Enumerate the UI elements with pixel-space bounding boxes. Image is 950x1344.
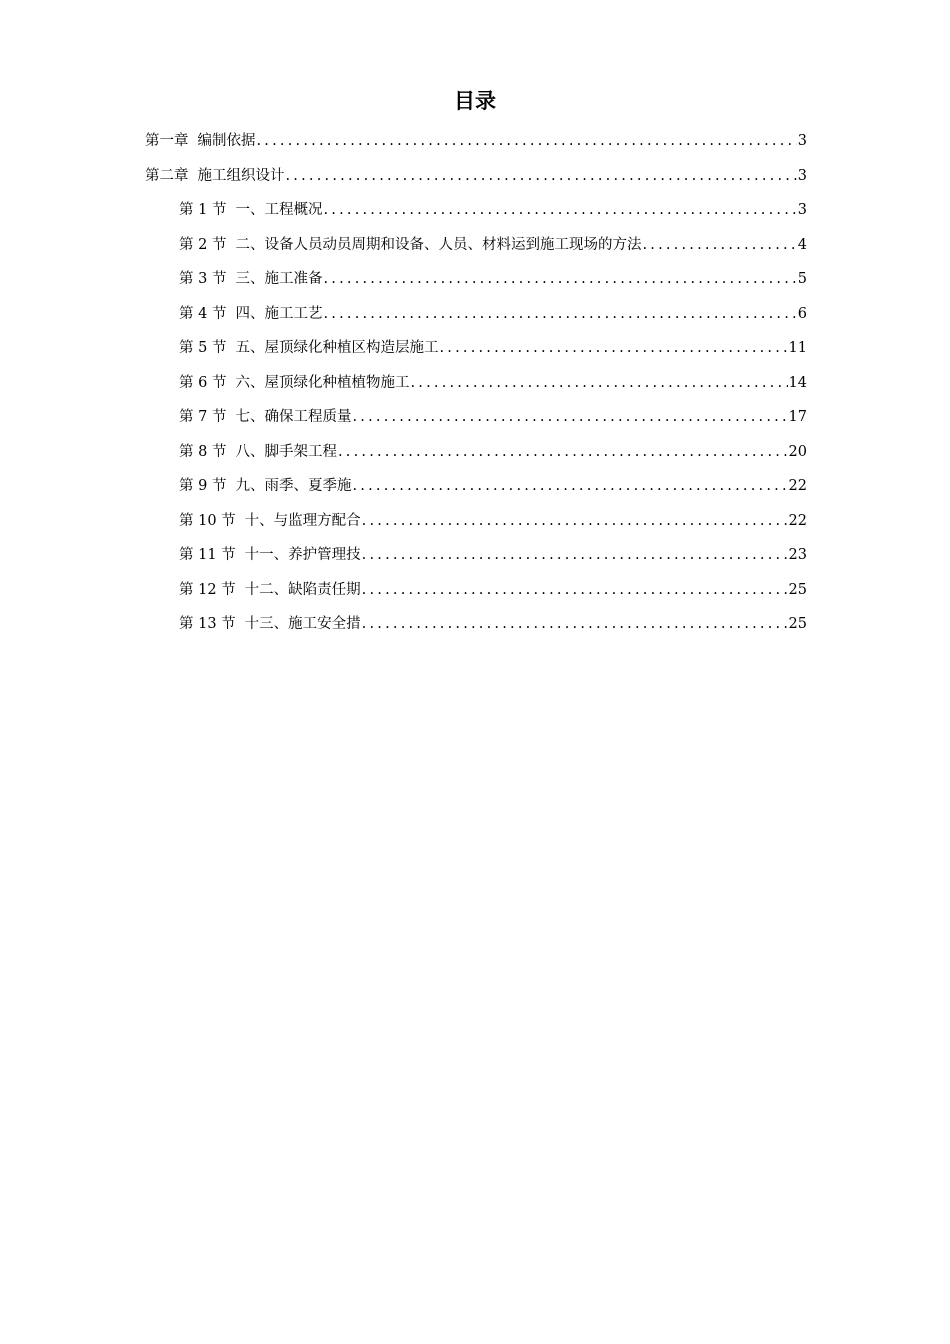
toc-entry-label <box>145 166 285 186</box>
toc-dot-leader <box>323 200 796 220</box>
toc-dot-leader <box>257 131 797 151</box>
toc-dot-leader <box>323 304 796 324</box>
toc-entry[interactable] <box>0 159 950 194</box>
toc-entry-label <box>179 476 351 496</box>
toc-dot-leader <box>362 511 788 531</box>
toc-entry-title: 六、屋顶绿化种植植物施工 <box>235 374 410 391</box>
toc-entry-number: 第一章 <box>145 133 189 150</box>
toc-entry-number: 第 3 节 <box>179 271 227 288</box>
toc-entry-title: 五、屋顶绿化种植区构造层施工 <box>235 340 439 357</box>
toc-entry-number: 第 8 节 <box>179 443 227 460</box>
toc-entry-label <box>179 235 641 255</box>
toc-entry-page: 3 <box>797 167 807 184</box>
toc-entry-page: 22 <box>788 512 807 529</box>
toc-entry-label <box>179 304 322 324</box>
toc-entry-label <box>179 545 361 565</box>
toc-dot-leader <box>338 442 788 462</box>
toc-entry-title: 九、雨季、夏季施 <box>235 478 352 495</box>
toc-entry-label <box>179 580 361 600</box>
toc-dot-leader <box>352 476 787 496</box>
toc-entry-page: 3 <box>797 133 807 150</box>
toc-entry-label <box>179 338 438 358</box>
toc-entry-label <box>179 511 361 531</box>
toc-entry-title: 三、施工准备 <box>235 271 323 288</box>
toc-title: 目录 <box>454 89 496 113</box>
toc-entry-page: 5 <box>797 271 807 288</box>
toc-entry-page: 3 <box>797 202 807 219</box>
toc-entry-label <box>179 442 337 462</box>
toc-entry-title: 二、设备人员动员周期和设备、人员、材料运到施工现场的方法 <box>235 236 642 253</box>
toc-entry-title: 八、脚手架工程 <box>235 443 337 460</box>
toc-entry-title: 一、工程概况 <box>235 202 323 219</box>
toc-dot-leader <box>439 338 787 358</box>
toc-entry-label <box>179 407 351 427</box>
toc-entry-page: 14 <box>788 374 807 391</box>
toc-entry-page: 23 <box>788 547 807 564</box>
toc-entry-title: 十一、养护管理技 <box>244 547 361 564</box>
toc-entry-title: 四、施工工艺 <box>235 305 323 322</box>
toc-entry-label <box>179 269 322 289</box>
toc-entry[interactable] <box>0 228 950 263</box>
toc-dot-leader <box>642 235 796 255</box>
toc-entry[interactable] <box>0 504 950 539</box>
toc-dot-leader <box>352 407 787 427</box>
toc-dot-leader <box>362 545 788 565</box>
toc-entry-number: 第 13 节 <box>179 616 236 633</box>
toc-entry-number: 第 12 节 <box>179 581 236 598</box>
toc-entry-number: 第 4 节 <box>179 305 227 322</box>
toc-dot-leader <box>323 269 796 289</box>
toc-entry-number: 第 6 节 <box>179 374 227 391</box>
toc-dot-leader <box>362 614 788 634</box>
toc-entry[interactable] <box>0 366 950 401</box>
toc-entry-number: 第 9 节 <box>179 478 227 495</box>
toc-entry[interactable] <box>0 469 950 504</box>
toc-entry[interactable] <box>0 297 950 332</box>
toc-entry-page: 25 <box>788 581 807 598</box>
toc-entry-number: 第 11 节 <box>179 547 236 564</box>
toc-entry-title: 七、确保工程质量 <box>235 409 352 426</box>
toc-entry-number: 第 7 节 <box>179 409 227 426</box>
toc-entry[interactable] <box>0 262 950 297</box>
toc-entry-number: 第 10 节 <box>179 512 236 529</box>
toc-entry[interactable] <box>0 607 950 642</box>
toc-entry-page: 11 <box>788 340 807 357</box>
toc-entry[interactable] <box>0 193 950 228</box>
toc-entry[interactable] <box>0 538 950 573</box>
toc-entry-number: 第 2 节 <box>179 236 227 253</box>
toc-list <box>0 124 950 642</box>
toc-entry-page: 25 <box>788 616 807 633</box>
toc-entry-label <box>179 373 409 393</box>
toc-entry-title: 十三、施工安全措 <box>244 616 361 633</box>
toc-entry-page: 17 <box>788 409 807 426</box>
toc-entry-page: 6 <box>797 305 807 322</box>
toc-entry-label <box>145 131 256 151</box>
toc-entry-number: 第二章 <box>145 167 189 184</box>
toc-dot-leader <box>410 373 787 393</box>
toc-entry-page: 4 <box>797 236 807 253</box>
toc-entry[interactable] <box>0 124 950 159</box>
toc-entry[interactable] <box>0 400 950 435</box>
toc-entry[interactable] <box>0 573 950 608</box>
toc-entry-title: 施工组织设计 <box>197 167 285 184</box>
toc-entry-label <box>179 200 322 220</box>
toc-entry-title: 十、与监理方配合 <box>244 512 361 529</box>
toc-dot-leader <box>362 580 788 600</box>
toc-dot-leader <box>286 166 797 186</box>
toc-entry[interactable] <box>0 435 950 470</box>
toc-entry-title: 编制依据 <box>197 133 256 150</box>
toc-entry-page: 20 <box>788 443 807 460</box>
toc-entry-page: 22 <box>788 478 807 495</box>
toc-entry-label <box>179 614 361 634</box>
toc-entry-number: 第 5 节 <box>179 340 227 357</box>
toc-entry[interactable] <box>0 331 950 366</box>
toc-entry-number: 第 1 节 <box>179 202 227 219</box>
toc-entry-title: 十二、缺陷责任期 <box>244 581 361 598</box>
